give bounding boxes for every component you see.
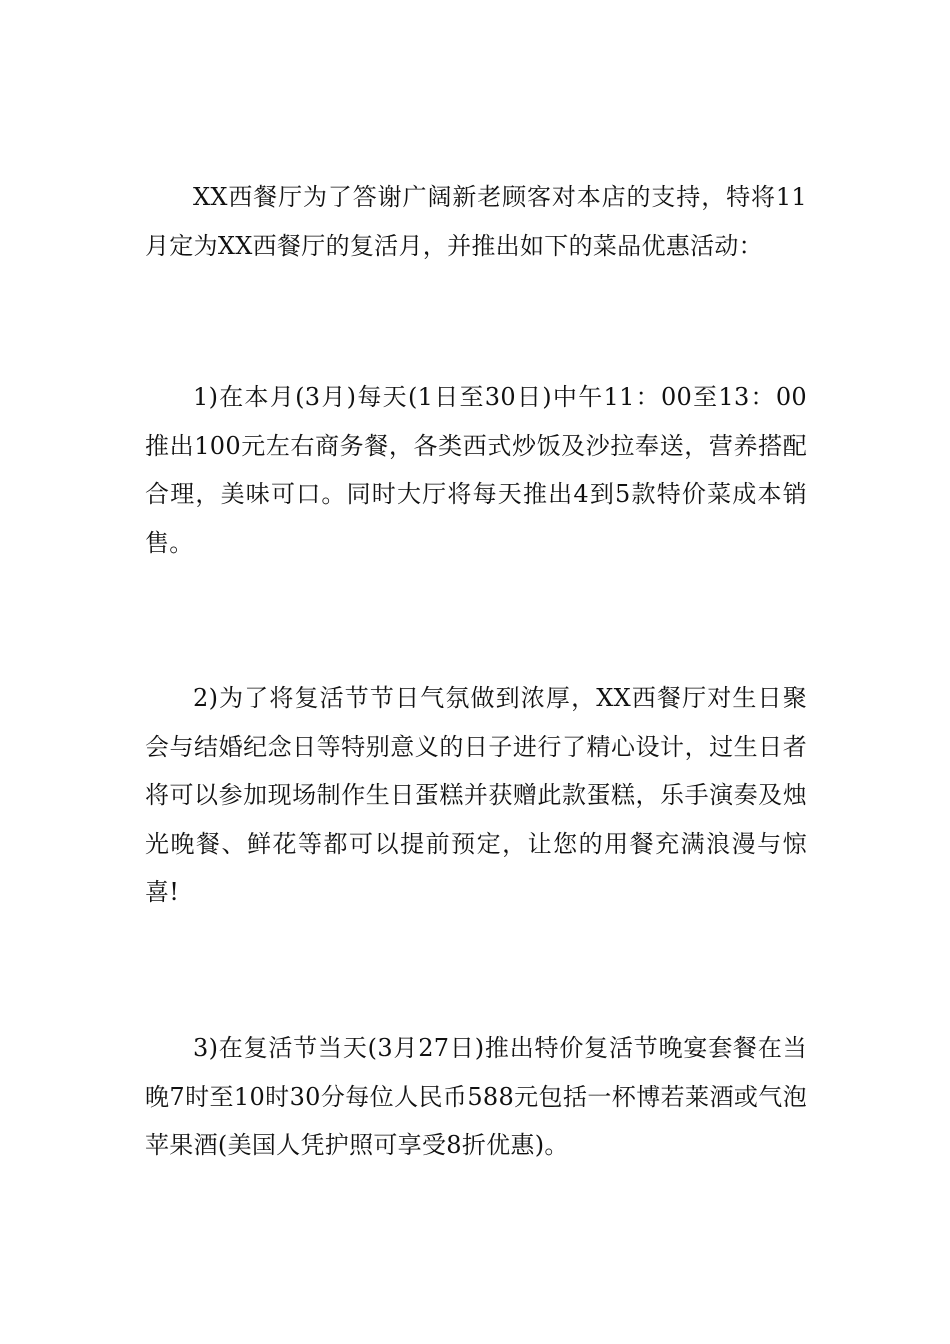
offer-3-paragraph: 3)在复活节当天(3月27日)推出特价复活节晚宴套餐在当晚7时至10时30分每位人民币588元包括一杯博若莱酒或气泡苹果酒(美国人凭护照可享受8折优惠)。 bbox=[145, 1034, 807, 1159]
offer-2-paragraph: 2)为了将复活节节日气氛做到浓厚，XX西餐厅对生日聚会与结婚纪念日等特别意义的日子进行了精心设计，过生日者将可以参加现场制作生日蛋糕并获赠此款蛋糕，乐手演奏及烛光晚餐、鲜花等都可以提前预定，让您的用餐充满浪漫与惊喜! bbox=[145, 684, 807, 906]
intro-paragraph: XX西餐厅为了答谢广阔新老顾客对本店的支持，特将11月定为XX西餐厅的复活月，并推出如下的菜品优惠活动： bbox=[145, 183, 807, 260]
offer-1-paragraph: 1)在本月(3月)每天(1日至30日)中午11：00至13：00推出100元左右商务餐，各类西式炒饭及沙拉奉送，营养搭配合理，美味可口。同时大厅将每天推出4到5款特价菜成本销售。 bbox=[145, 383, 807, 557]
